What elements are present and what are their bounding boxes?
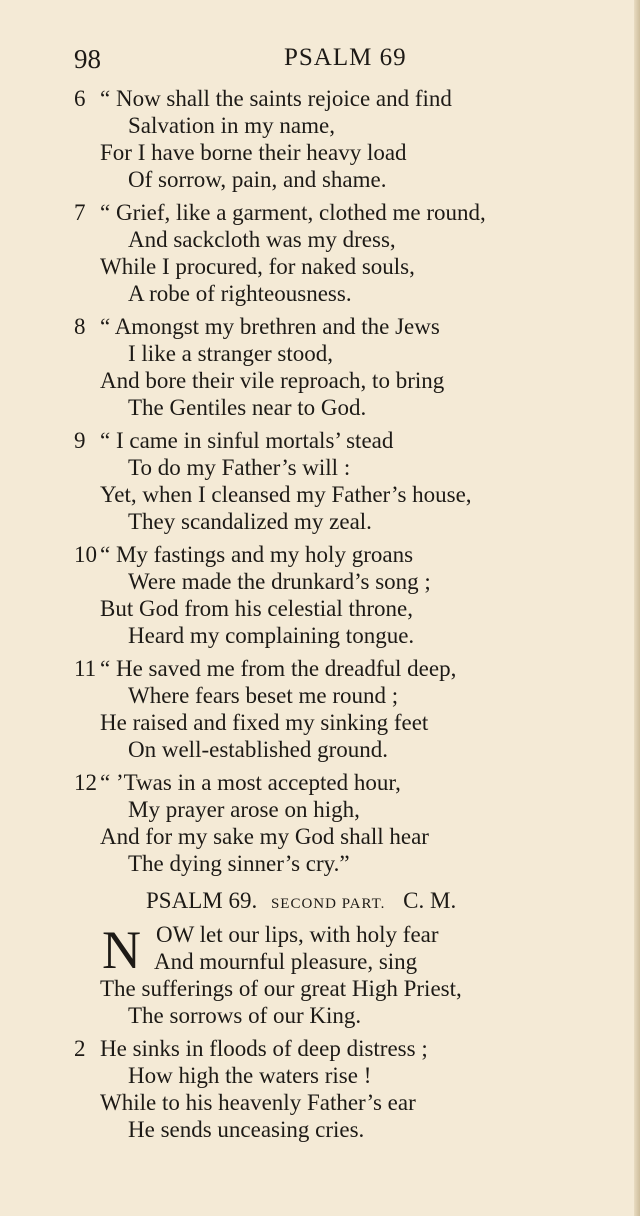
verse-line: I like a stranger stood, xyxy=(128,341,334,366)
drop-cap: N xyxy=(102,920,141,980)
verse-line: OW let our lips, with holy fear xyxy=(156,922,439,947)
verse-line: The sufferings of our great High Priest, xyxy=(100,976,462,1001)
verse-line: On well-established ground. xyxy=(128,737,388,762)
stanza-7 xyxy=(74,199,604,307)
page-number: 98 xyxy=(74,44,101,74)
verse-line: Yet, when I cleansed my Father’s house, xyxy=(100,482,472,507)
stanza-9 xyxy=(74,427,604,535)
verse-line: But God from his celestial throne, xyxy=(100,596,413,621)
part-label: SECOND PART. xyxy=(270,896,386,912)
stanza-number: 7 xyxy=(74,200,86,225)
psalm-title: PSALM 69. xyxy=(146,888,258,913)
stanza-number: 12 xyxy=(74,770,97,795)
verse-line: And sackcloth was my dress, xyxy=(128,227,396,252)
verse-line: “ My fastings and my holy groans xyxy=(100,542,414,567)
stanza-12 xyxy=(74,769,604,877)
stanza-number: 9 xyxy=(74,428,86,453)
psalm-text xyxy=(74,85,604,1149)
verse-line: He sends unceasing cries. xyxy=(128,1117,365,1142)
verse-line: He sinks in floods of deep distress ; xyxy=(100,1036,428,1061)
stanza-number: 6 xyxy=(74,86,86,111)
verse-line: And for my sake my God shall hear xyxy=(100,824,429,849)
stanza-6 xyxy=(74,85,604,193)
verse-line: “ Grief, like a garment, clothed me round, xyxy=(100,200,486,225)
stanza-8 xyxy=(74,313,604,421)
verse-line: The sorrows of our King. xyxy=(128,1003,362,1028)
verse-line: To do my Father’s will : xyxy=(128,455,351,480)
verse-line: They scandalized my zeal. xyxy=(128,509,372,534)
verse-line: The Gentiles near to God. xyxy=(128,395,367,420)
verse-line: “ I came in sinful mortals’ stead xyxy=(100,428,394,453)
stanza-second-part-1 xyxy=(74,921,604,1029)
verse-line: A robe of righteousness. xyxy=(128,281,352,306)
verse-line: Of sorrow, pain, and shame. xyxy=(128,167,387,192)
stanza-second-part-2 xyxy=(74,1035,604,1143)
verse-line: My prayer arose on high, xyxy=(128,797,360,822)
verse-line: He raised and fixed my sinking feet xyxy=(100,710,429,735)
verse-line: And bore their vile reproach, to bring xyxy=(100,368,445,393)
verse-line: “ Amongst my brethren and the Jews xyxy=(100,314,440,339)
verse-line: And mournful pleasure, sing xyxy=(154,949,418,974)
page-edge xyxy=(634,0,640,1216)
stanza-number: 11 xyxy=(74,656,97,681)
verse-line: Where fears beset me round ; xyxy=(128,683,399,708)
verse-line: Heard my complaining tongue. xyxy=(128,623,415,648)
running-title: PSALM 69 xyxy=(284,44,407,71)
verse-line: For I have borne their heavy load xyxy=(100,140,407,165)
stanza-11 xyxy=(74,655,604,763)
stanza-number: 8 xyxy=(74,314,86,339)
verse-line: How high the waters rise ! xyxy=(128,1063,372,1088)
verse-line: “ He saved me from the dreadful deep, xyxy=(100,656,457,681)
stanza-10 xyxy=(74,541,604,649)
verse-line: While to his heavenly Father’s ear xyxy=(100,1090,416,1115)
verse-line: “ ’Twas in a most accepted hour, xyxy=(100,770,401,795)
verse-line: While I procured, for naked souls, xyxy=(100,254,415,279)
stanza-number: 2 xyxy=(74,1036,86,1061)
page-header xyxy=(74,44,594,80)
verse-line: Were made the drunkard’s song ; xyxy=(128,569,431,594)
second-part-heading xyxy=(74,883,604,919)
stanza-number: 10 xyxy=(74,542,97,567)
verse-line: “ Now shall the saints rejoice and find xyxy=(100,86,452,111)
verse-line: Salvation in my name, xyxy=(128,113,335,138)
verse-line: The dying sinner’s cry.” xyxy=(128,851,350,876)
meter-label: C. M. xyxy=(403,888,457,913)
